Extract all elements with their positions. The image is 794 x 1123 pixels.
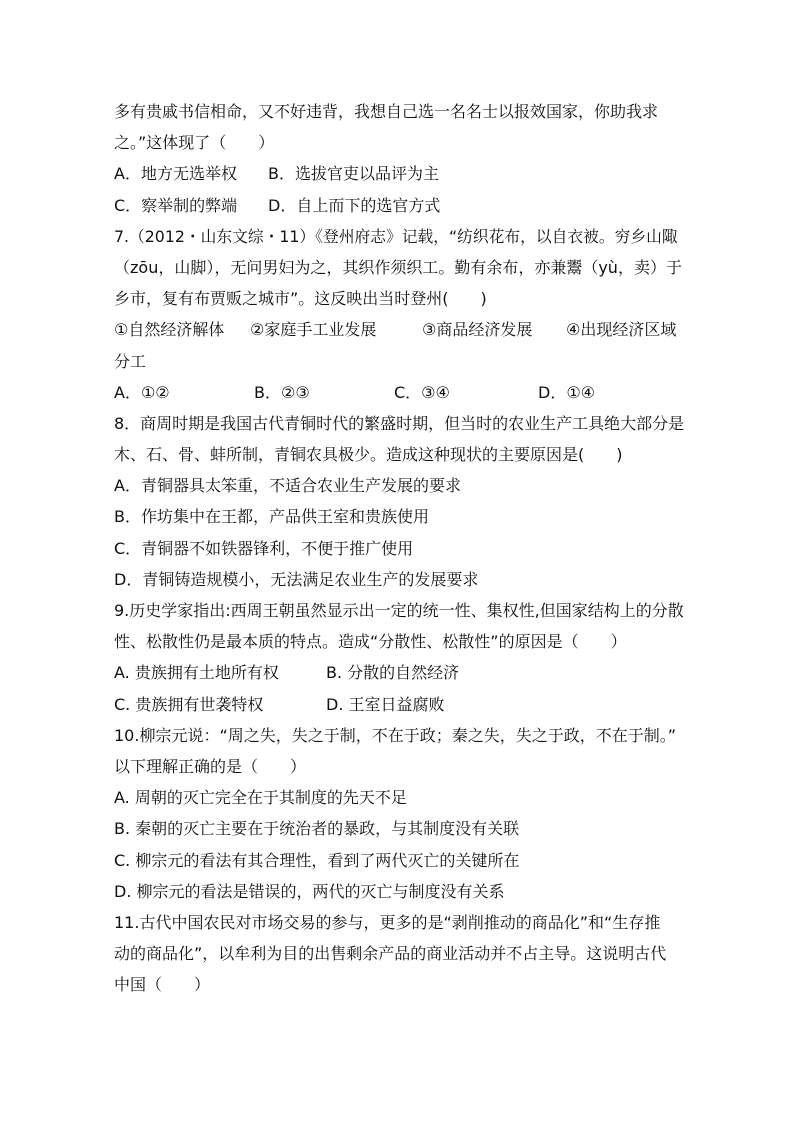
option-d: D．青铜铸造规模小，无法满足农业生产的发展要求: [114, 569, 479, 589]
option-c: C．青铜器不如铁器锋利，不便于推广使用: [114, 538, 414, 558]
option-d: D. 柳宗元的看法是错误的，两代的灭亡与制度没有关系: [114, 881, 505, 901]
numbered-item-4-continued: 分工: [114, 351, 147, 371]
option-b: B. 分散的自然经济: [326, 663, 460, 683]
question-stem-line: 9.历史学家指出:西周王朝虽然显示出一定的统一性、集权性,但国家结构上的分散: [114, 601, 684, 620]
option-a: A. 周朝的灭亡完全在于其制度的先天不足: [114, 788, 407, 808]
question-10: [114, 720, 684, 907]
question-stem-line: 性、松散性仍是最本质的特点。造成“分散性、松散性”的原因是（ ）: [114, 632, 627, 652]
numbered-item-1: ①自然经济解体: [114, 320, 225, 340]
question-stem-line: 以下理解正确的是（ ）: [114, 756, 307, 776]
option-row: [114, 689, 684, 720]
numbered-item-3: ③商品经济发展: [422, 320, 533, 340]
question-stem-line: 中国（ ）: [114, 975, 211, 995]
question-stem-line: 木、石、骨、蚌所制，青铜农具极少。造成这种现状的主要原因是( ): [114, 445, 623, 465]
option-a: A．地方无选举权: [114, 164, 237, 184]
question-stem-line: 多有贵戚书信相命，又不好违背，我想自己选一名名士以报效国家，你助我求: [114, 102, 659, 121]
question-stem-line: 动的商品化”，以牟利为目的出售剩余产品的商业活动并不占主导。这说明古代: [114, 944, 667, 964]
numbered-item-4: ④出现经济区域: [566, 320, 677, 340]
option-b: B．选拔官吏以品评为主: [268, 164, 439, 184]
option-c: C．察举制的弊端: [114, 195, 238, 215]
option-d: D．①④: [538, 382, 596, 402]
numbered-items-row: [114, 314, 684, 345]
option-c: C. 贵族拥有世袭特权: [114, 694, 264, 714]
question-stem-line: 11.古代中国农民对市场交易的参与，更多的是“剥削推动的商品化”和“生存推: [114, 912, 661, 932]
option-c: C．③④: [394, 382, 450, 402]
option-row: [114, 190, 684, 221]
numbered-item-2: ②家庭手工业发展: [250, 320, 377, 340]
option-b: B. 秦朝的灭亡主要在于统治者的暴政，与其制度没有关联: [114, 819, 520, 839]
option-row: [114, 657, 684, 688]
option-d: D．自上而下的选官方式: [268, 195, 441, 215]
option-b: B．作坊集中在王都，产品供王室和贵族使用: [114, 507, 429, 527]
question-11: [114, 907, 684, 1001]
option-a: A. 贵族拥有土地所有权: [114, 663, 279, 683]
option-a: A．青铜器具太笨重，不适合农业生产发展的要求: [114, 476, 461, 496]
question-9: [114, 595, 684, 720]
question-8: [114, 408, 684, 595]
option-c: C. 柳宗元的看法有其合理性，看到了两代灭亡的关键所在: [114, 850, 520, 870]
question-stem-line: （zōu，山脚），无问男妇为之，其织作须织工。勤有余布，亦兼鬻（yù，卖）于: [114, 257, 682, 277]
option-a: A．①②: [114, 382, 170, 402]
option-row: [114, 377, 684, 408]
question-stem-line: 乡市，复有布贾贩之城市”。这反映出当时登州( ): [114, 289, 487, 309]
option-d: D. 王室日益腐败: [326, 694, 445, 714]
option-row: [114, 158, 684, 189]
question-6: [114, 96, 684, 221]
exam-page: [114, 96, 684, 1000]
question-stem-line: 10.柳宗元说：“周之失，失之于制，不在于政；秦之失，失之于政，不在于制。”: [114, 725, 677, 745]
question-stem-line: 8．商周时期是我国古代青铜时代的繁盛时期，但当时的农业生产工具绝大部分是: [114, 413, 685, 433]
question-stem-line: 之。”这体现了（ ）: [114, 133, 275, 153]
question-stem-line: 7.（2012・山东文综・11）《登州府志》记载，“纺织花布，以自衣被。穷乡山陬: [114, 226, 678, 246]
question-7: [114, 221, 684, 408]
option-b: B．②③: [254, 382, 310, 402]
